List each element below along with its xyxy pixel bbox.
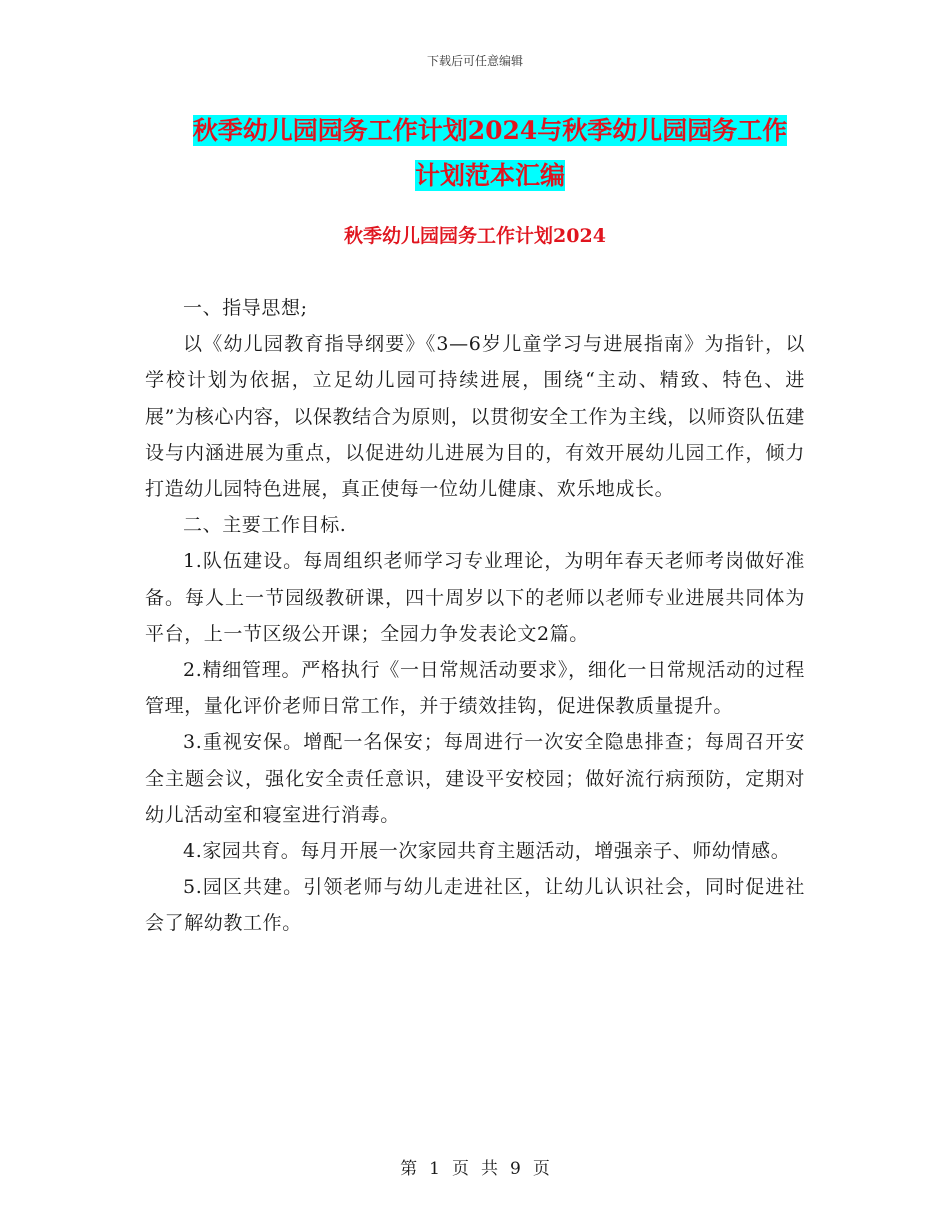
document-title-line-1: 秋季幼儿园园务工作计划2024与秋季幼儿园园务工作 xyxy=(192,116,788,145)
footer-total-unit: 页 xyxy=(532,1159,550,1179)
paragraph-goal-1: 1.队伍建设。每周组织老师学习专业理论，为明年春天老师考岗做好准备。每人上一节园级教研课，四十周岁以下的老师以老师专业进展共同体为平台，上一节区级公开课；全园力争发表论文2篇。 xyxy=(145,550,805,645)
document-title-line-2: 计划范本汇编 xyxy=(414,161,565,190)
page-footer xyxy=(0,1154,950,1179)
paragraph-guiding-thought: 以《幼儿园教育指导纲要》《3—6岁儿童学习与进展指南》为指针，以学校计划为依据，立足幼儿园可持续进展，围绕“主动、精致、特色、进展”为核心内容，以保教结合为原则，以贯彻安全工作为主线，以师资队伍建设与内涵进展为重点，以促进幼儿进展为目的，有效开展幼儿园工作，倾力打造幼儿园特色进展，真正使每一位幼儿健康、欢乐地成长。 xyxy=(145,333,805,501)
heading-main-goals: 二、主要工作目标. xyxy=(183,514,347,537)
footer-prefix: 第 xyxy=(400,1159,418,1179)
section-title: 秋季幼儿园园务工作计划2024 xyxy=(344,225,606,247)
header-note: 下载后可任意编辑 xyxy=(426,54,523,68)
paragraph-goal-5: 5.园区共建。引领老师与幼儿走进社区，让幼儿认识社会，同时促进社会了解幼教工作。 xyxy=(145,876,805,935)
footer-page-unit: 页 xyxy=(452,1159,469,1179)
footer-total-pages: 9 xyxy=(510,1159,521,1179)
paragraph-goal-3: 3.重视安保。增配一名保安；每周进行一次安全隐患排查；每周召开安全主题会议，强化安全责任意识，建设平安校园；做好流行病预防，定期对幼儿活动室和寝室进行消毒。 xyxy=(145,731,805,826)
document-title xyxy=(140,108,840,198)
footer-page-number: 1 xyxy=(429,1159,440,1179)
document-body xyxy=(145,290,805,942)
paragraph-goal-4: 4.家园共育。每月开展一次家园共育主题活动，增强亲子、师幼情感。 xyxy=(183,840,791,863)
heading-guiding-thought: 一、指导思想; xyxy=(183,297,308,319)
footer-total-prefix: 共 xyxy=(481,1159,498,1179)
paragraph-goal-2: 2.精细管理。严格执行《一日常规活动要求》，细化一日常规活动的过程管理，量化评价老师日常工作，并于绩效挂钩，促进保教质量提升。 xyxy=(145,659,805,718)
